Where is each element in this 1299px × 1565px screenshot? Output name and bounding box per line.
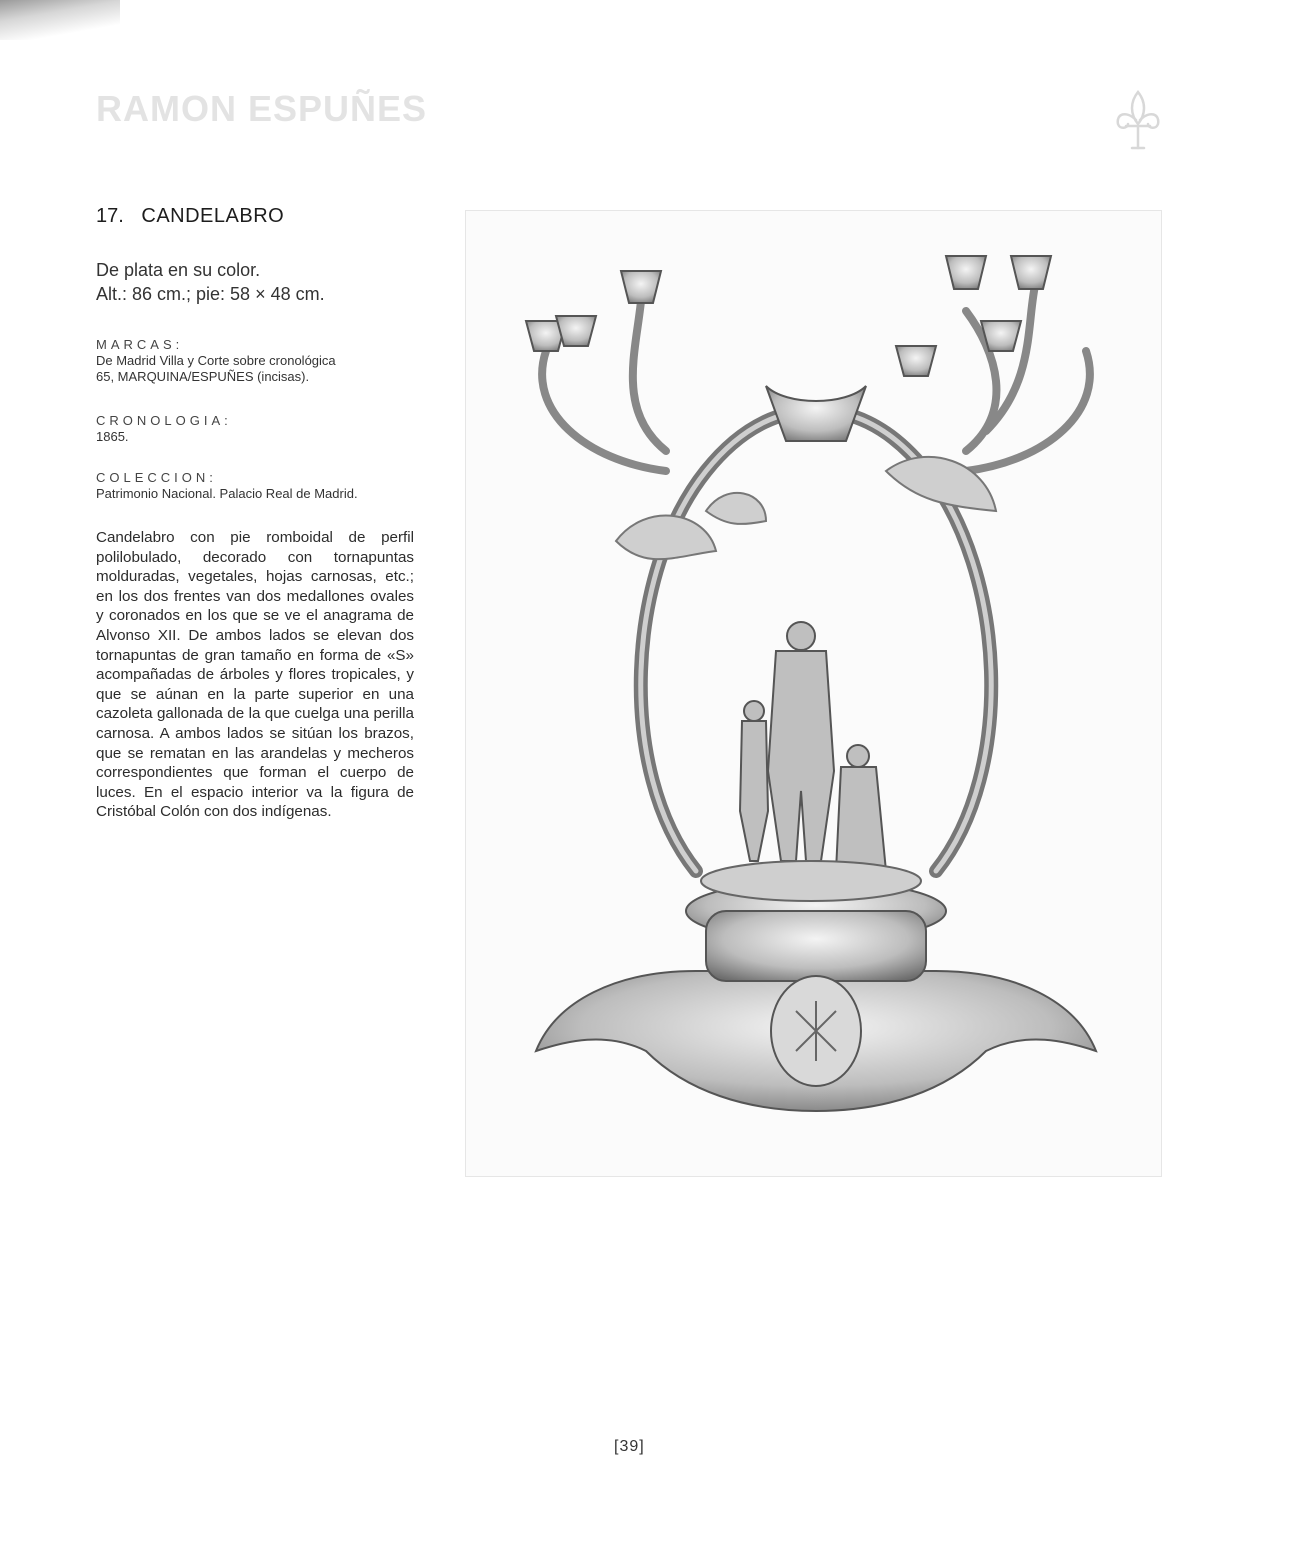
chronology-value: 1865. xyxy=(96,429,129,444)
catalogue-number: 17. xyxy=(96,205,124,227)
material-text: De plata en su color. xyxy=(96,260,261,280)
section-header-title: RAMON ESPUÑES xyxy=(96,88,428,129)
marks-block xyxy=(96,337,336,385)
page-number: [39] xyxy=(614,1438,645,1455)
catalogue-title: CANDELABRO xyxy=(141,205,285,227)
collection-value: Patrimonio Nacional. Palacio Real de Madrid. xyxy=(96,486,358,501)
scan-edge-shadow xyxy=(0,0,120,40)
chronology-block xyxy=(96,413,232,445)
fleur-de-lis-icon xyxy=(1112,86,1164,152)
dimensions-text: Alt.: 86 cm.; pie: 58 × 48 cm. xyxy=(96,284,325,304)
marks-line-2: 65, MARQUINA/ESPUÑES (incisas). xyxy=(96,369,310,384)
description-paragraph: Candelabro con pie romboidal de perfil polilobulado, decorado con tornapuntas molduradas, vegetales, hojas carnosas, etc.; en los dos frentes van dos medallones ovales y coronados en los que se ve el anagrama de Alvonso XII. De ambos lados se elevan dos tornapuntas de gran tamaño en forma de «S» acompañadas de árboles y flores tropicales, y que se aúnan en la parte superior en una cazoleta gallonada de la que cuelga una perilla carnosa. A ambos lados se sitúan los brazos, que se rematan en las arandelas y mecheros correspondientes que forman el cuerpo de luces. En el espacio interior va la figura de Cristóbal Colón con dos indígenas. xyxy=(96,529,414,821)
collection-label: COLECCION: xyxy=(96,470,217,485)
material-block xyxy=(96,258,325,306)
candelabrum-photograph xyxy=(465,210,1162,1177)
catalogue-heading xyxy=(96,205,284,228)
marks-label: MARCAS: xyxy=(96,337,184,352)
marks-line-1: De Madrid Villa y Corte sobre cronológica xyxy=(96,353,336,368)
candelabrum-illustration xyxy=(466,211,1163,1178)
collection-block xyxy=(96,470,358,502)
chronology-label: CRONOLOGIA: xyxy=(96,413,232,428)
